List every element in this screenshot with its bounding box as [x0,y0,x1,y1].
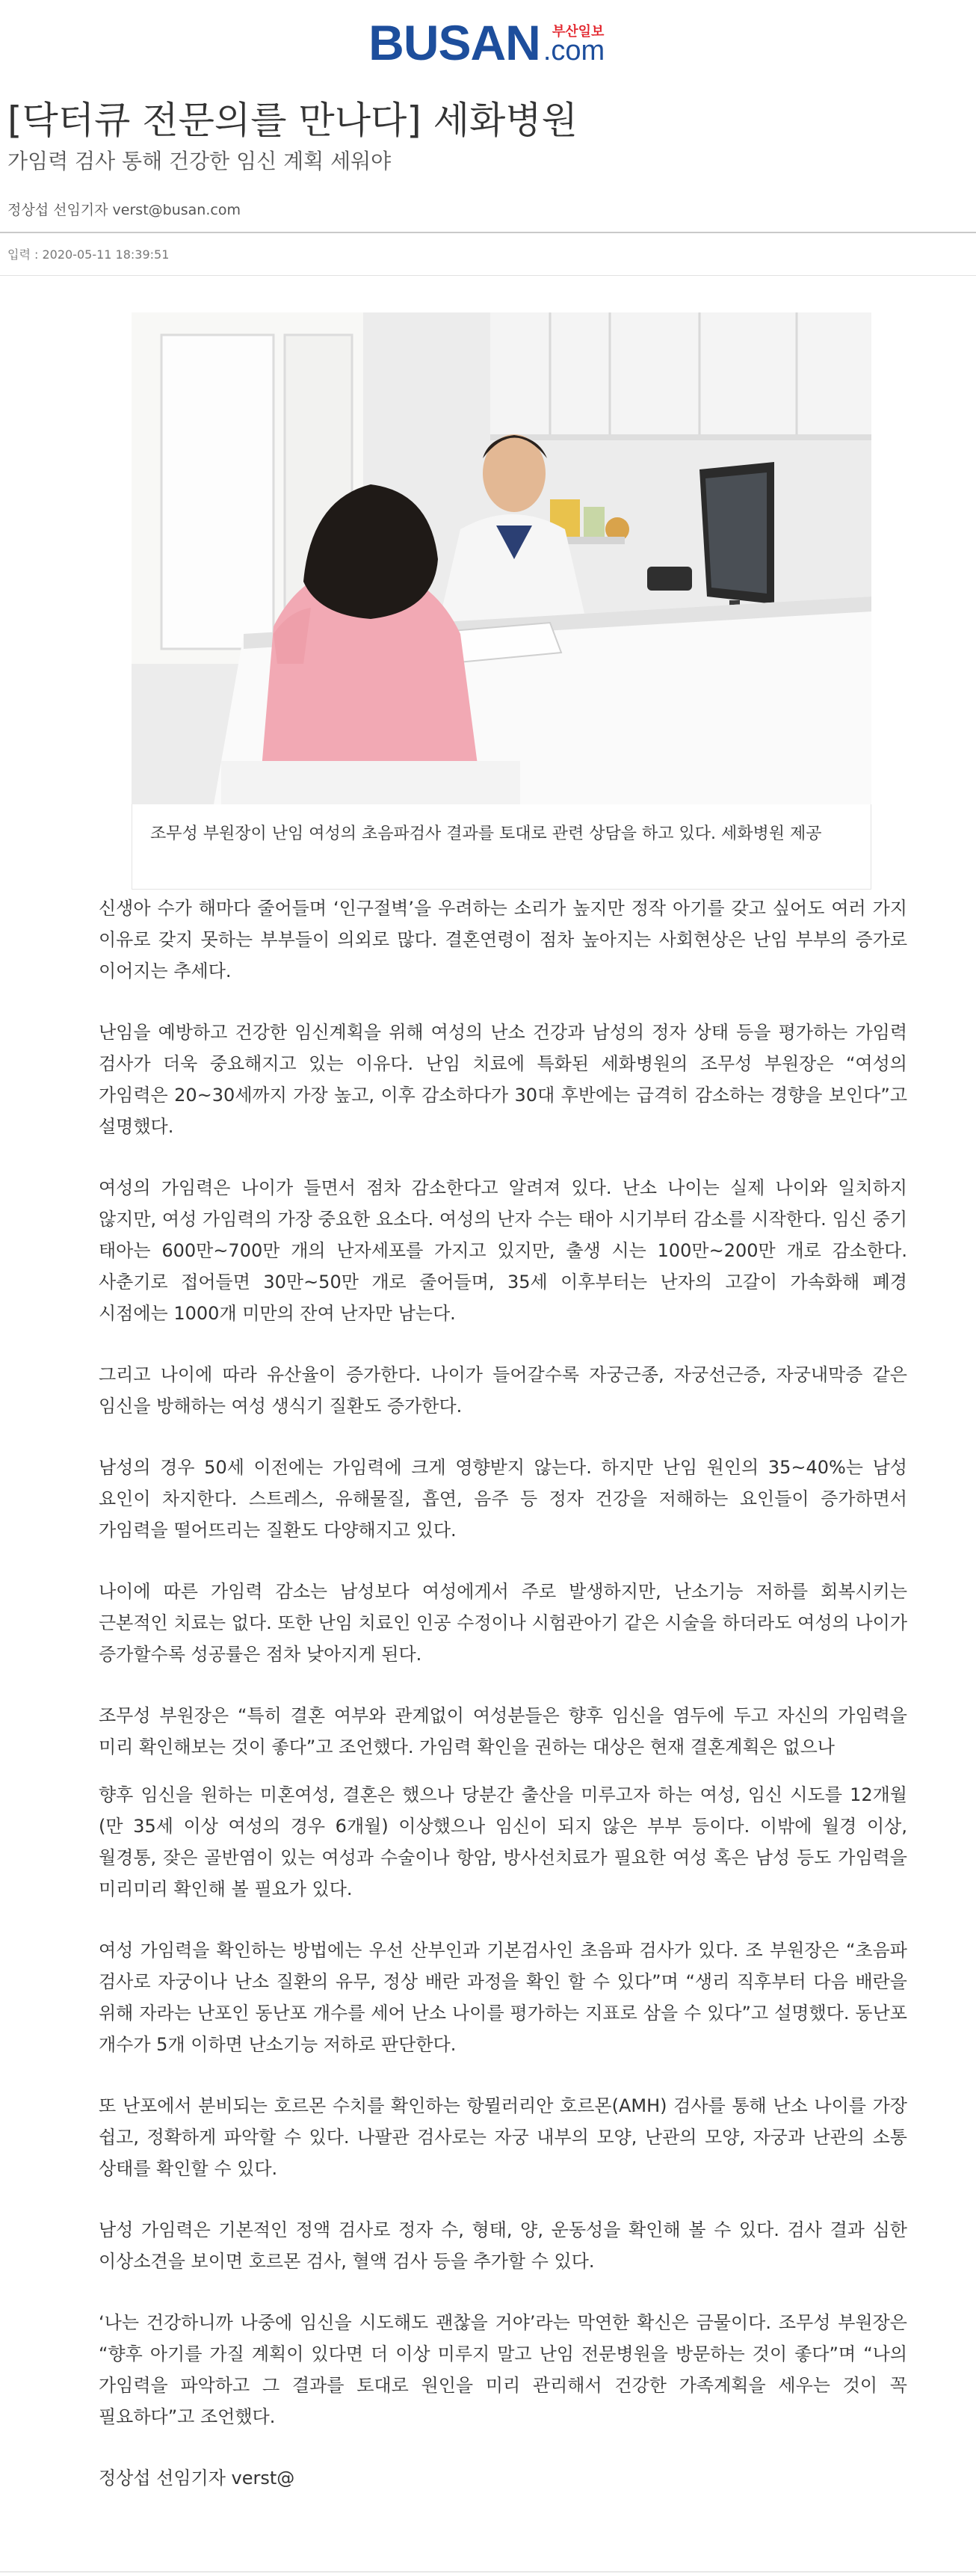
article-paragraph: 조무성 부원장은 “특히 결혼 여부와 관계없이 여성분들은 향후 임신을 염두에 두고 자신의 가임력을 미리 확인해보는 것이 좋다”고 조언했다. 가임력 확인을 권하는 대상은 현재 결혼계획은 없으나 [99,1705,907,1757]
consultation-photo-illustration [132,312,871,804]
photo-caption: 조무성 부원장이 난임 여성의 초음파검사 결과를 토대로 관련 상담을 하고 있다. 세화병원 제공 [132,804,871,890]
header-divider [0,232,976,233]
article-subheadline: 가임력 검사 통해 건강한 임신 계획 세워야 [7,149,392,173]
article-paragraph: 여성 가임력을 확인하는 방법에는 우선 산부인과 기본검사인 초음파 검사가 있다. 조 부원장은 “초음파 검사로 자궁이나 난소 질환의 유무, 정상 배란 과정을 확인 할 수 있다”며 “생리 직후부터 다음 배란을 위해 자라는 난포인 동난포 개수를 세어 난소 나이를 평가하는 지표로 삼을 수 있다”고 설명했다. 동난포 개수가 5개 이하면 난소기능 저하로 판단한다. [99,1940,907,2055]
article-paragraph: 그리고 나이에 따라 유산율이 증가한다. 나이가 들어갈수록 자궁근종, 자궁선근증, 자궁내막증 같은 임신을 방해하는 여성 생식기 질환도 증가한다. [99,1364,907,1417]
article-paragraph: 남성의 경우 50세 이전에는 가임력에 크게 영향받지 않는다. 하지만 난임 원인의 35~40%는 남성 요인이 차지한다. 스트레스, 유해물질, 흡연, 음주 등 정자 건강을 저해하는 요인들이 증가하면서 가임력을 떨어뜨리는 질환도 다양해지고 있다. [99,1457,907,1541]
article-paragraph: 신생아 수가 해마다 줄어들며 ‘인구절벽’을 우려하는 소리가 높지만 정작 아기를 갖고 싶어도 여러 가지 이유로 갖지 못하는 부부들이 의외로 많다. 결혼연령이 점차 높아지는 사회현상은 난임 부부의 증가로 이어지는 추세다. [99,898,907,982]
meta-divider [0,275,976,276]
article-paragraph: 또 난포에서 분비되는 호르몬 수치를 확인하는 항뮐러리안 호르몬(AMH) 검사를 통해 난소 나이를 가장 쉽고, 정확하게 파악할 수 있다. 나팔관 검사로는 자궁 내부의 모양, 난관의 모양, 자궁과 난관의 소통 상태를 확인할 수 있다. [99,2095,907,2179]
article-paragraph: ‘나는 건강하니까 나중에 임신을 시도해도 괜찮을 거야’라는 막연한 확신은 금물이다. 조무성 부원장은 “향후 아기를 가질 계획이 있다면 더 이상 미루지 말고 난임 전문병원을 방문하는 것이 좋다”며 “나의 가임력을 파악하고 그 결과를 토대로 원인을 미리 관리해서 건강한 가족계획을 세우는 것이 꼭 필요하다”고 조언했다. [99,2312,907,2427]
reporter-signature: 정상섭 선임기자 verst@ [99,2468,295,2489]
logo-suffix [543,16,608,69]
logo-wordmark: BUSAN [368,15,540,70]
article-paragraph: 남성 가임력은 기본적인 정액 검사로 정자 수, 형태, 양, 운동성을 확인해 볼 수 있다. 검사 결과 심한 이상소견을 보이면 호르몬 검사, 혈액 검사 등을 추가할 수 있다. [99,2219,907,2272]
article-paragraph: 향후 임신을 원하는 미혼여성, 결혼은 했으나 당분간 출산을 미루고자 하는 여성, 임신 시도를 12개월 (만 35세 이상 여성의 경우 6개월) 이상했으나 임신이 되지 않은 부부 등이다. 이밖에 월경 이상, 월경통, 잦은 골반염이 있는 여성과 수술이나 항암, 방사선치료가 필요한 여성 혹은 남성 등도 가임력을 미리미리 확인해 볼 필요가 있다. [99,1784,907,1899]
logo-domain: .com [543,35,605,67]
logo-korean-name: 부산일보 [552,24,605,40]
article-paragraph: 나이에 따른 가임력 감소는 남성보다 여성에게서 주로 발생하지만, 난소기능 저하를 회복시키는 근본적인 치료는 없다. 또한 난임 치료인 인공 수정이나 시험관아기 같은 시술을 하더라도 여성의 나이가 증가할수록 성공률은 점차 낮아지게 된다. [99,1581,907,1665]
article-photo [132,312,871,804]
published-date: 입력 : 2020-05-11 18:39:51 [7,247,170,262]
article-headline: [닥터큐 전문의를 만나다] 세화병원 [7,99,578,142]
site-logo[interactable] [0,16,976,69]
article-paragraph: 난임을 예방하고 건강한 임신계획을 위해 여성의 난소 건강과 남성의 정자 상태 등을 평가하는 가임력 검사가 더욱 중요해지고 있는 이유다. 난임 치료에 특화된 세화병원의 조무성 부원장은 “여성의 가임력은 20~30세까지 가장 높고, 이후 감소하다가 30대 후반에는 급격히 감소하는 경향을 보인다”고 설명했다. [99,1022,907,1137]
article-byline[interactable]: 정상섭 선임기자 verst@busan.com [7,202,241,218]
article-paragraph: 여성의 가임력은 나이가 들면서 점차 감소한다고 알려져 있다. 난소 나이는 실제 나이와 일치하지 않지만, 여성 가임력의 가장 중요한 요소다. 여성의 난자 수는 태아 시기부터 감소를 시작한다. 임신 중기 태아는 600만~700만 개의 난자세포를 가지고 있지만, 출생 시는 100만~200만 개로 감소한다. 사춘기로 접어들면 30만~50만 개로 줄어들며, 35세 이후부터는 난자의 고갈이 가속화해 폐경 시점에는 1000개 미만의 잔여 난자만 남는다. [99,1177,907,1324]
article-body [99,893,907,2524]
